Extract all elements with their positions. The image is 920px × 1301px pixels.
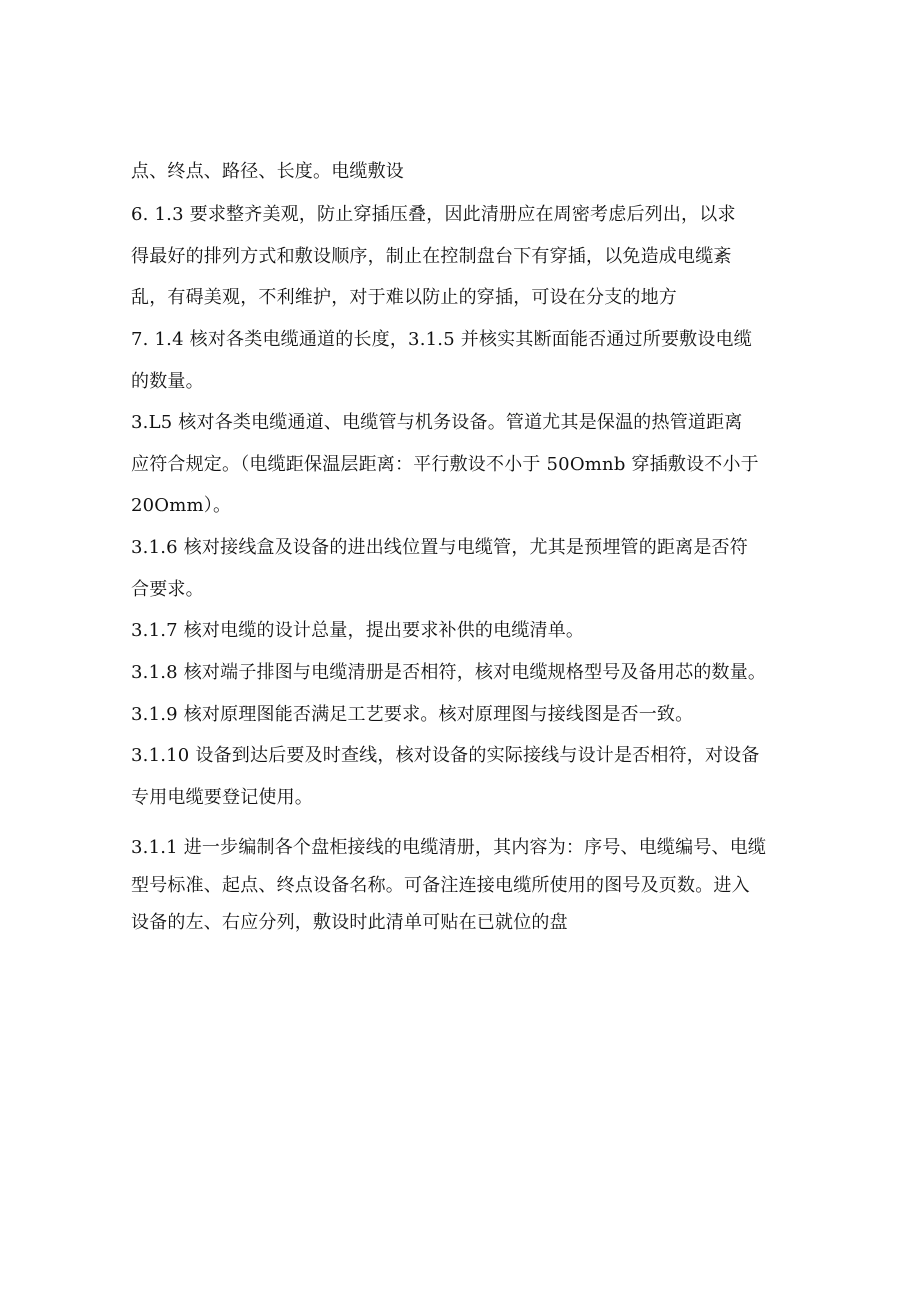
text-line: 的数量。 — [131, 371, 204, 392]
text-line: 7. 1.4 核对各类电缆通道的长度，3.1.5 并核实其断面能否通过所要敷设电缆 — [131, 329, 752, 350]
text-line: 3.1.8 核对端子排图与电缆清册是否相符，核对电缆规格型号及备用芯的数量。 — [131, 662, 767, 683]
text-line: 专用电缆要登记使用。 — [131, 787, 313, 808]
text-line: 3.1.10 设备到达后要及时查线，核对设备的实际接线与设计是否相符，对设备 — [131, 745, 760, 766]
text-line: 3.1.1 进一步编制各个盘柜接线的电缆清册，其内容为：序号、电缆编号、电缆 — [131, 837, 767, 858]
text-line: 3.1.9 核对原理图能否满足工艺要求。核对原理图与接线图是否一致。 — [131, 704, 694, 725]
text-line: 设备的左、右应分列，敷设时此清单可贴在已就位的盘 — [131, 912, 568, 933]
text-line: 3.L5 核对各类电缆通道、电缆管与机务设备。管道尤其是保温的热管道距离 — [131, 412, 743, 433]
text-line: 乱，有碍美观，不利维护，对于难以防止的穿插，可设在分支的地方 — [131, 287, 677, 308]
text-line: 3.1.7 核对电缆的设计总量，提出要求补供的电缆清单。 — [131, 620, 585, 641]
text-line: 合要求。 — [131, 579, 204, 600]
text-line: 3.1.6 核对接线盒及设备的进出线位置与电缆管，尤其是预埋管的距离是否符 — [131, 537, 748, 558]
text-line: 型号标准、起点、终点设备名称。可备注连接电缆所使用的图号及页数。进入 — [131, 875, 750, 896]
text-line: 点、终点、路径、长度。电缆敷设 — [131, 161, 404, 182]
text-line: 6. 1.3 要求整齐美观，防止穿插压叠，因此清册应在周密考虑后列出，以求 — [131, 204, 736, 225]
text-line: 得最好的排列方式和敷设顺序，制止在控制盘台下有穿插，以免造成电缆紊 — [131, 246, 732, 267]
text-line: 应符合规定。（电缆距保温层距离：平行敷设不小于 50Omnb 穿插敷设不小于 — [131, 454, 759, 475]
text-line: 20Omm）。 — [131, 495, 232, 516]
